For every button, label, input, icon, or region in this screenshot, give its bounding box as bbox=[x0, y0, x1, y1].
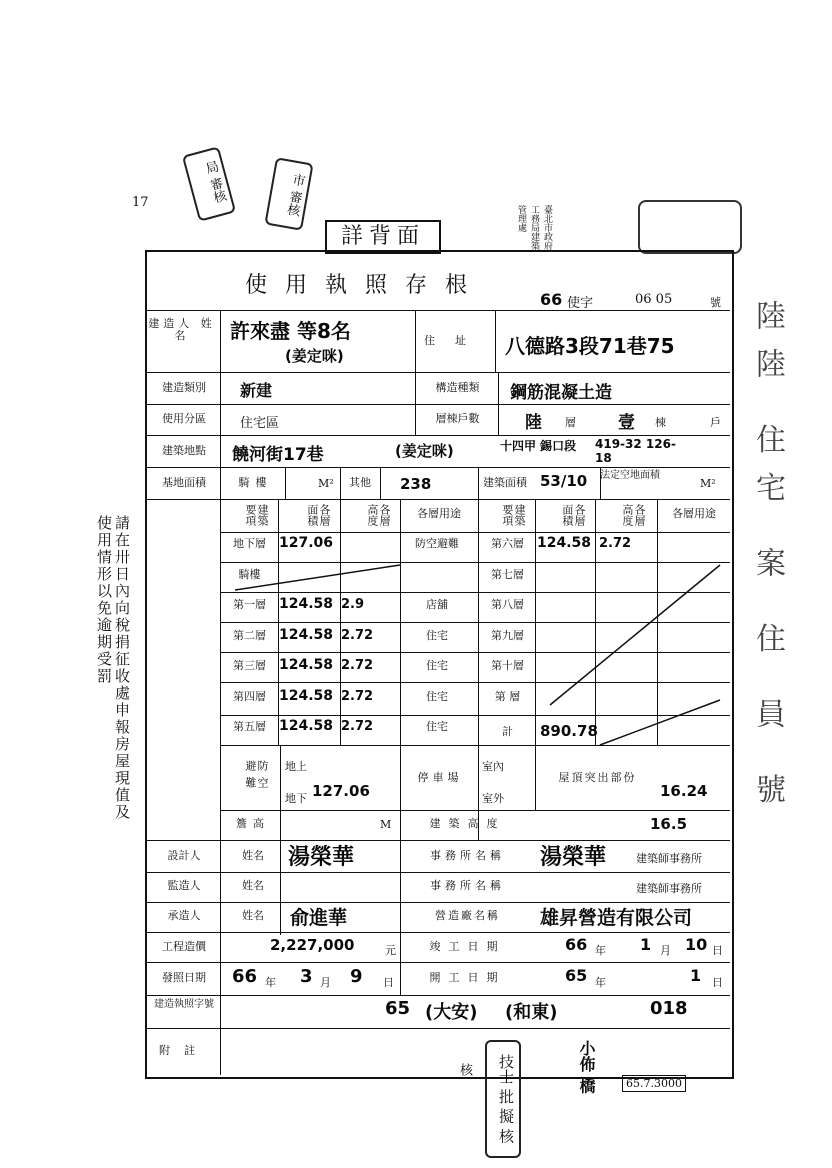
issue-month: 3 bbox=[300, 966, 313, 987]
contractor-name: 俞進華 bbox=[290, 907, 348, 929]
floor-name: 第七層 bbox=[491, 567, 524, 581]
label-office-name: 事務所名稱 bbox=[430, 849, 505, 862]
floor-name: 第九層 bbox=[491, 628, 524, 642]
label-indoor: 室內 bbox=[482, 760, 504, 773]
label-contractor: 承造人 bbox=[167, 909, 201, 922]
label-name: 姓名 bbox=[242, 909, 264, 922]
floor-area: 124.58 bbox=[279, 596, 334, 612]
label-year: 年 bbox=[595, 944, 606, 957]
builder-address: 八德路3段71巷75 bbox=[505, 334, 675, 358]
label-underground: 地下 bbox=[285, 792, 307, 805]
permit-year: 65 bbox=[385, 998, 411, 1019]
label-name: 姓名 bbox=[242, 849, 264, 862]
review-stamp: 局 審核 bbox=[182, 146, 236, 222]
building-height: 16.5 bbox=[650, 815, 688, 833]
label-floor-unit: 層 bbox=[565, 416, 576, 429]
label-supervisor: 監造人 bbox=[167, 879, 201, 892]
label-designer: 設計人 bbox=[167, 849, 201, 862]
license-number: 06 05 bbox=[635, 292, 673, 307]
col-header-area: 各層面積 bbox=[305, 504, 331, 526]
label-site: 建築地點 bbox=[162, 444, 206, 457]
shelter-underground-area: 127.06 bbox=[312, 782, 370, 800]
builder-seal: (姜定咪) bbox=[285, 347, 344, 365]
permit-character: (和東) bbox=[505, 1002, 558, 1023]
unit-m: M bbox=[380, 818, 392, 831]
department-stamp: 臺北市政府工務局建築管理處 bbox=[516, 205, 552, 250]
label-year: 年 bbox=[265, 976, 276, 989]
site-lot-number: 419-32 126-18 bbox=[595, 437, 676, 465]
label-day: 日 bbox=[712, 976, 723, 989]
label-name: 姓名 bbox=[242, 879, 264, 892]
floor-use: 住宅 bbox=[426, 659, 448, 672]
total-area: 890.78 bbox=[540, 722, 598, 740]
label-bldg-unit: 棟 bbox=[655, 416, 666, 429]
col-header-area: 各層面積 bbox=[560, 504, 586, 526]
label-month: 月 bbox=[660, 944, 671, 957]
floor-name: 第一層 bbox=[233, 598, 266, 611]
floor-use: 防空避難 bbox=[415, 537, 459, 550]
signature-stamp: 小佈 橋 bbox=[577, 1040, 596, 1094]
col-header-items: 建築要項 bbox=[500, 504, 526, 526]
label-shelter: 防空避難 bbox=[243, 760, 269, 794]
floor-height: 2.72 bbox=[341, 658, 374, 673]
floor-name: 第二層 bbox=[233, 628, 266, 642]
page-number: 17 bbox=[132, 195, 149, 210]
label-story-height: 簷高 bbox=[236, 817, 270, 830]
label-total: 計 bbox=[502, 725, 513, 738]
label-roof: 屋頂突出部份 bbox=[558, 771, 637, 784]
label-start-date: 開工日期 bbox=[429, 971, 506, 984]
form-title: 使用執照存根 bbox=[245, 273, 486, 298]
roof-area: 16.24 bbox=[660, 782, 708, 800]
label-structure-type: 構造種類 bbox=[435, 381, 480, 394]
approval-stamp: 技士 批 擬 核 bbox=[485, 1040, 521, 1158]
site-area-other: 238 bbox=[400, 475, 432, 493]
col-header-items: 建築要項 bbox=[243, 504, 269, 526]
unit-m2: M² bbox=[318, 477, 334, 490]
col-header-height: 各層高度 bbox=[620, 504, 646, 526]
label-building-height: 建築高度 bbox=[429, 817, 506, 830]
permit-district: (大安) bbox=[425, 1002, 478, 1023]
floor-name: 第三層 bbox=[233, 659, 266, 672]
floor-area: 124.58 bbox=[279, 687, 334, 704]
floor-height: 2.72 bbox=[341, 719, 374, 734]
label-building-area: 建築面積 bbox=[483, 476, 527, 489]
label-year: 年 bbox=[595, 976, 606, 989]
issue-day: 9 bbox=[350, 966, 363, 987]
label-office-name: 事務所名稱 bbox=[430, 879, 505, 892]
site-street: 饒河街17巷 bbox=[232, 445, 324, 465]
label-cost: 工程造價 bbox=[162, 940, 206, 953]
label-use-zone: 使用分區 bbox=[162, 412, 206, 425]
bldg-count: 壹 bbox=[618, 413, 635, 433]
building-category: 新建 bbox=[240, 381, 273, 400]
approval-stamp: 核 bbox=[457, 1063, 472, 1076]
license-year: 66 bbox=[540, 290, 563, 309]
floors-count: 陸 bbox=[525, 413, 542, 433]
designer-office: 湯榮華 bbox=[540, 845, 607, 870]
floor-height: 2.72 bbox=[341, 627, 374, 643]
label-open-space: 法定空地面積 bbox=[600, 470, 660, 481]
builder-name: 許來盡 等8名 bbox=[230, 319, 351, 343]
col-header-height: 各層高度 bbox=[365, 504, 391, 526]
review-stamp: 市 審核 bbox=[264, 157, 313, 231]
label-month: 月 bbox=[320, 976, 331, 989]
floor-name: 地下層 bbox=[233, 537, 266, 550]
header-box: 詳背面 bbox=[325, 220, 441, 254]
label-building-category: 建造類別 bbox=[162, 381, 206, 394]
floor-area: 124.58 bbox=[279, 626, 334, 643]
label-floors-units: 層棟戶數 bbox=[435, 412, 480, 425]
floor-height: 2.9 bbox=[341, 597, 365, 612]
start-year: 65 bbox=[565, 966, 588, 985]
label-household-unit: 戶 bbox=[710, 416, 721, 429]
license-label: 使字 bbox=[567, 296, 594, 311]
label-completion: 竣工日期 bbox=[429, 940, 506, 953]
permit-number: 018 bbox=[650, 998, 688, 1019]
label-permit-number: 建造執照字號 bbox=[154, 999, 214, 1010]
unit-m2: M² bbox=[700, 477, 716, 490]
contractor-firm: 雄昇營造有限公司 bbox=[540, 907, 693, 929]
floor-name: 第十層 bbox=[491, 659, 524, 672]
margin-seal-text: 陸陸 住宅 案 住 員 號 bbox=[750, 300, 785, 822]
floor-name: 第五層 bbox=[233, 720, 266, 733]
tax-notice: 請在卅日內向稅捐征收處申報房屋現值及使用情形以免逾期受罰 bbox=[95, 515, 131, 821]
floor-name: 第 層 bbox=[494, 689, 521, 703]
label-day: 日 bbox=[712, 944, 723, 957]
completion-year: 66 bbox=[565, 935, 588, 954]
label-day: 日 bbox=[383, 976, 394, 989]
floor-name: 第四層 bbox=[233, 689, 266, 703]
site-lot: 十四甲 錫口段 bbox=[500, 439, 577, 453]
label-issue-date: 發照日期 bbox=[162, 971, 206, 984]
label-architect-office: 建築師事務所 bbox=[636, 852, 702, 865]
start-month: 1 bbox=[690, 966, 702, 985]
issue-year: 66 bbox=[232, 966, 258, 987]
floor-use: 店舖 bbox=[426, 598, 448, 611]
floor-use: 住宅 bbox=[426, 628, 448, 642]
completion-day: 10 bbox=[685, 935, 708, 954]
completion-month: 1 bbox=[640, 935, 652, 954]
floor-area: 124.58 bbox=[279, 657, 334, 673]
floor-name: 第八層 bbox=[491, 598, 524, 611]
coverage-ratio: 53/10 bbox=[540, 472, 588, 490]
floor-use: 住宅 bbox=[426, 720, 448, 733]
label-architect-office: 建築師事務所 bbox=[636, 882, 702, 895]
floor-area: 127.06 bbox=[279, 535, 334, 551]
floor-area: 124.58 bbox=[279, 718, 334, 734]
label-other: 其他 bbox=[349, 476, 371, 489]
floor-area: 124.58 bbox=[537, 535, 592, 551]
designer-name: 湯榮華 bbox=[288, 845, 355, 870]
floor-name: 騎樓 bbox=[238, 567, 261, 581]
col-header-use: 各層用途 bbox=[417, 507, 461, 520]
license-suffix: 號 bbox=[710, 296, 721, 309]
label-yuan: 元 bbox=[385, 944, 396, 957]
label-firm-name: 營造廠名稱 bbox=[435, 909, 500, 922]
label-builder-name: 建造人 姓名 bbox=[148, 317, 216, 343]
structure-type: 鋼筋混凝土造 bbox=[510, 383, 612, 403]
floor-use: 住宅 bbox=[426, 689, 448, 703]
label-above: 地上 bbox=[285, 760, 307, 773]
floor-height: 2.72 bbox=[599, 536, 632, 551]
col-header-use: 各層用途 bbox=[672, 507, 716, 520]
floor-height: 2.72 bbox=[341, 688, 374, 704]
label-parking: 停車場 bbox=[417, 771, 463, 784]
site-seal: (姜定咪) bbox=[395, 442, 454, 460]
use-zone: 住宅區 bbox=[240, 416, 280, 431]
label-address: 住址 bbox=[424, 334, 486, 347]
cost-value: 2,227,000 bbox=[270, 936, 355, 954]
label-arcade: 騎樓 bbox=[238, 476, 273, 489]
print-info: 65.7.3000 bbox=[622, 1075, 686, 1092]
floor-name: 第六層 bbox=[491, 537, 524, 550]
label-remarks: 附註 bbox=[159, 1044, 209, 1057]
label-site-area: 基地面積 bbox=[162, 476, 206, 489]
label-outdoor: 室外 bbox=[482, 792, 504, 805]
